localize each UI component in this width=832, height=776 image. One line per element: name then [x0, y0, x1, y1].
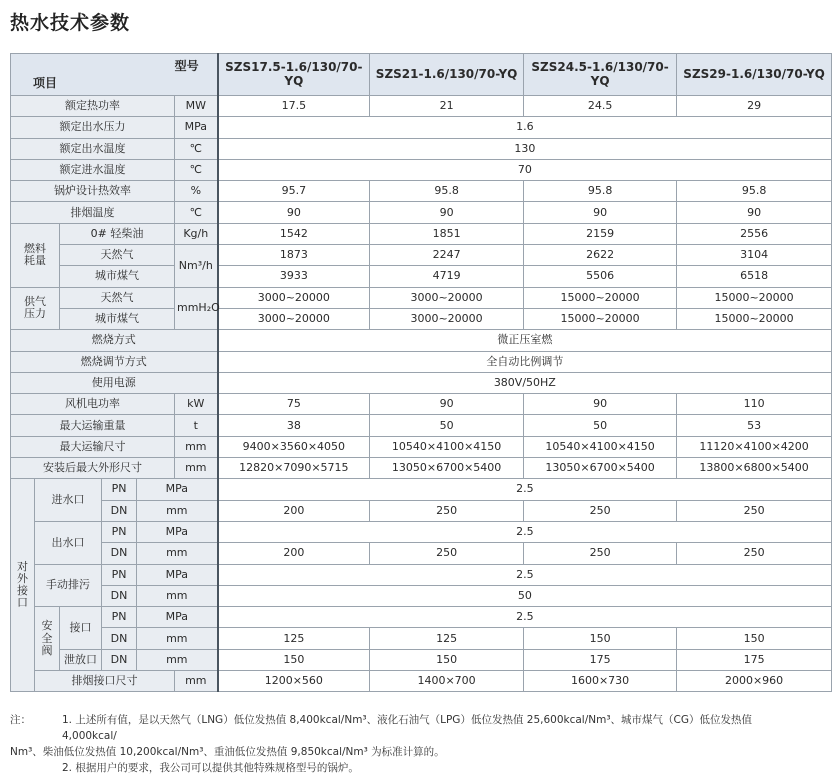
- item-label: 项目: [33, 75, 58, 90]
- row-label: 最大运输尺寸: [11, 436, 175, 457]
- cell: 90: [370, 394, 524, 415]
- row-unit: mm: [137, 585, 218, 606]
- row-label: 锅炉设计热效率: [11, 181, 175, 202]
- cell: 95.8: [524, 181, 677, 202]
- row-label: 燃烧调节方式: [11, 351, 218, 372]
- cell: 13050×6700×5400: [524, 458, 677, 479]
- cell: 15000~20000: [524, 287, 677, 308]
- cell: 3000~20000: [218, 308, 370, 329]
- cell: 11120×4100×4200: [677, 436, 832, 457]
- row-label: 额定进水温度: [11, 159, 175, 180]
- cell: 6518: [677, 266, 832, 287]
- row-label: 安装后最大外形尺寸: [11, 458, 175, 479]
- dn-label: DN: [102, 543, 137, 564]
- row-unit: ℃: [175, 202, 218, 223]
- cell: 15000~20000: [677, 308, 832, 329]
- cell: 13800×6800×5400: [677, 458, 832, 479]
- cell: 1873: [218, 245, 370, 266]
- model-2: SZS21-1.6/130/70-YQ: [370, 54, 524, 96]
- row-regulation: [11, 351, 832, 372]
- pn-label: PN: [102, 564, 137, 585]
- row-unit: MPa: [175, 117, 218, 138]
- cell: 10540×4100×4150: [370, 436, 524, 457]
- row-efficiency: [11, 181, 832, 202]
- cell-merged: 70: [218, 159, 832, 180]
- cell-merged: 1.6: [218, 117, 832, 138]
- cell: 150: [218, 649, 370, 670]
- row-unit: mmH₂O: [175, 287, 218, 330]
- row-label: 接口: [60, 607, 102, 650]
- cell: 10540×4100×4150: [524, 436, 677, 457]
- cell-merged: 2.5: [218, 607, 832, 628]
- row-label: 燃烧方式: [11, 330, 218, 351]
- row-unit: MPa: [137, 521, 218, 542]
- cell: 2556: [677, 223, 832, 244]
- row-blowdown-dn: [11, 585, 832, 606]
- row-unit: Kg/h: [175, 223, 218, 244]
- cell: 250: [370, 543, 524, 564]
- row-unit: mm: [175, 436, 218, 457]
- row-inlet-dn: [11, 500, 832, 521]
- cell-merged: 2.5: [218, 521, 832, 542]
- notes: [10, 712, 790, 776]
- cell: 50: [524, 415, 677, 436]
- row-outlet-dn: [11, 543, 832, 564]
- note-1-cont: [10, 744, 790, 760]
- interfaces-group-label: 对外接口: [11, 479, 35, 692]
- pn-label: PN: [102, 521, 137, 542]
- row-label: 泄放口: [60, 649, 102, 670]
- row-unit: ℃: [175, 138, 218, 159]
- cell: 95.7: [218, 181, 370, 202]
- cell: 2622: [524, 245, 677, 266]
- header-corner: [11, 54, 218, 96]
- cell: 150: [524, 628, 677, 649]
- row-label: 城市煤气: [60, 308, 175, 329]
- cell: 24.5: [524, 96, 677, 117]
- row-unit: mm: [137, 543, 218, 564]
- cell: 13050×6700×5400: [370, 458, 524, 479]
- supply-group-label: 供气压力: [11, 287, 60, 330]
- cell: 3000~20000: [218, 287, 370, 308]
- row-unit: %: [175, 181, 218, 202]
- cell: 50: [370, 415, 524, 436]
- row-exhaust-temp: [11, 202, 832, 223]
- cell: 2000×960: [677, 671, 832, 692]
- row-power-supply: [11, 372, 832, 393]
- row-label: 天然气: [60, 245, 175, 266]
- page-title: 热水技术参数: [10, 12, 131, 34]
- row-outlet-temp: [11, 138, 832, 159]
- cell: 1200×560: [218, 671, 370, 692]
- row-label: 0# 轻柴油: [60, 223, 175, 244]
- note-2-text: 2. 根据用户的要求，我公司可以提供其他特殊规格型号的锅炉。: [62, 762, 359, 774]
- row-label: 排烟接口尺寸: [35, 671, 175, 692]
- cell: 9400×3560×4050: [218, 436, 370, 457]
- row-unit: MPa: [137, 479, 218, 500]
- row-supply-natural-gas: [11, 287, 832, 308]
- cell: 4719: [370, 266, 524, 287]
- cell: 1600×730: [524, 671, 677, 692]
- row-unit: kW: [175, 394, 218, 415]
- cell: 53: [677, 415, 832, 436]
- notes-label: 注：: [10, 714, 31, 726]
- row-label: 最大运输重量: [11, 415, 175, 436]
- cell-merged: 2.5: [218, 479, 832, 500]
- cell: 3000~20000: [370, 308, 524, 329]
- cell: 125: [218, 628, 370, 649]
- model-1: SZS17.5-1.6/130/70-YQ: [218, 54, 370, 96]
- cell: 175: [677, 649, 832, 670]
- dn-label: DN: [102, 500, 137, 521]
- cell: 3000~20000: [370, 287, 524, 308]
- row-fan-power: [11, 394, 832, 415]
- row-unit: MW: [175, 96, 218, 117]
- row-unit: MPa: [137, 607, 218, 628]
- row-install-size: [11, 458, 832, 479]
- cell: 17.5: [218, 96, 370, 117]
- row-unit: mm: [175, 671, 218, 692]
- model-label: 型号: [174, 59, 199, 73]
- row-unit: ℃: [175, 159, 218, 180]
- cell: 1400×700: [370, 671, 524, 692]
- cell: 90: [524, 394, 677, 415]
- cell: 90: [677, 202, 832, 223]
- cell: 150: [677, 628, 832, 649]
- row-safety-relief-dn: [11, 649, 832, 670]
- row-unit: mm: [137, 649, 218, 670]
- row-safety-port-pn: [11, 607, 832, 628]
- safety-valve-group-label: 安全阀: [35, 607, 60, 671]
- row-combustion: [11, 330, 832, 351]
- row-label: 手动排污: [35, 564, 102, 607]
- cell: 5506: [524, 266, 677, 287]
- row-label: 额定出水温度: [11, 138, 175, 159]
- row-fuel-diesel: [11, 223, 832, 244]
- spec-table: [10, 53, 832, 692]
- cell: 95.8: [677, 181, 832, 202]
- model-3: SZS24.5-1.6/130/70-YQ: [524, 54, 677, 96]
- cell: 125: [370, 628, 524, 649]
- header-row: [11, 54, 832, 96]
- cell-merged: 130: [218, 138, 832, 159]
- cell: 90: [524, 202, 677, 223]
- cell-merged: 380V/50HZ: [218, 372, 832, 393]
- cell: 15000~20000: [524, 308, 677, 329]
- note-1-text: 1. 上述所有值，是以天然气（LNG）低位发热值 8,400kcal/Nm³、液化石油气（LPG）低位发热值 25,600kcal/Nm³、城市煤气（CG）低位发热值 4,000kcal/: [62, 714, 753, 742]
- note-1: [10, 712, 790, 744]
- row-max-size: [11, 436, 832, 457]
- cell-merged: 全自动比例调节: [218, 351, 832, 372]
- cell: 150: [370, 649, 524, 670]
- pn-label: PN: [102, 479, 137, 500]
- row-inlet-pn: [11, 479, 832, 500]
- cell: 250: [524, 500, 677, 521]
- row-fuel-city-gas: [11, 266, 832, 287]
- row-supply-city-gas: [11, 308, 832, 329]
- row-label: 额定热功率: [11, 96, 175, 117]
- row-unit: Nm³/h: [175, 245, 218, 288]
- dn-label: DN: [102, 649, 137, 670]
- cell: 2159: [524, 223, 677, 244]
- note-1-text-cont: Nm³、柴油低位发热值 10,200kcal/Nm³、重油低位发热值 9,850kcal/Nm³ 为标准计算的。: [10, 746, 445, 758]
- row-label: 出水口: [35, 521, 102, 564]
- row-outlet-pn: [11, 521, 832, 542]
- cell: 250: [370, 500, 524, 521]
- cell: 29: [677, 96, 832, 117]
- cell: 3933: [218, 266, 370, 287]
- row-unit: mm: [175, 458, 218, 479]
- cell: 1851: [370, 223, 524, 244]
- cell-merged: 微正压室燃: [218, 330, 832, 351]
- model-4: SZS29-1.6/130/70-YQ: [677, 54, 832, 96]
- cell-merged: 50: [218, 585, 832, 606]
- cell: 1542: [218, 223, 370, 244]
- cell: 38: [218, 415, 370, 436]
- cell: 175: [524, 649, 677, 670]
- row-unit: mm: [137, 628, 218, 649]
- row-inlet-temp: [11, 159, 832, 180]
- cell: 250: [524, 543, 677, 564]
- row-blowdown-pn: [11, 564, 832, 585]
- row-rated-power: [11, 96, 832, 117]
- cell: 21: [370, 96, 524, 117]
- cell-merged: 2.5: [218, 564, 832, 585]
- cell: 200: [218, 543, 370, 564]
- cell: 95.8: [370, 181, 524, 202]
- row-label: 天然气: [60, 287, 175, 308]
- dn-label: DN: [102, 628, 137, 649]
- cell: 15000~20000: [677, 287, 832, 308]
- row-label: 使用电源: [11, 372, 218, 393]
- note-2: [10, 760, 790, 776]
- cell: 90: [370, 202, 524, 223]
- cell: 3104: [677, 245, 832, 266]
- row-max-weight: [11, 415, 832, 436]
- pn-label: PN: [102, 607, 137, 628]
- row-label: 进水口: [35, 479, 102, 522]
- row-label: 风机电功率: [11, 394, 175, 415]
- cell: 250: [677, 543, 832, 564]
- row-label: 排烟温度: [11, 202, 175, 223]
- row-label: 城市煤气: [60, 266, 175, 287]
- fuel-group-label: 燃料耗量: [11, 223, 60, 287]
- row-unit: mm: [137, 500, 218, 521]
- cell: 75: [218, 394, 370, 415]
- row-outlet-pressure: [11, 117, 832, 138]
- cell: 110: [677, 394, 832, 415]
- cell: 12820×7090×5715: [218, 458, 370, 479]
- row-unit: t: [175, 415, 218, 436]
- row-fuel-natural-gas: [11, 245, 832, 266]
- dn-label: DN: [102, 585, 137, 606]
- cell: 90: [218, 202, 370, 223]
- cell: 200: [218, 500, 370, 521]
- row-unit: MPa: [137, 564, 218, 585]
- row-label: 额定出水压力: [11, 117, 175, 138]
- row-flue-size: [11, 671, 832, 692]
- cell: 250: [677, 500, 832, 521]
- row-safety-port-dn: [11, 628, 832, 649]
- cell: 2247: [370, 245, 524, 266]
